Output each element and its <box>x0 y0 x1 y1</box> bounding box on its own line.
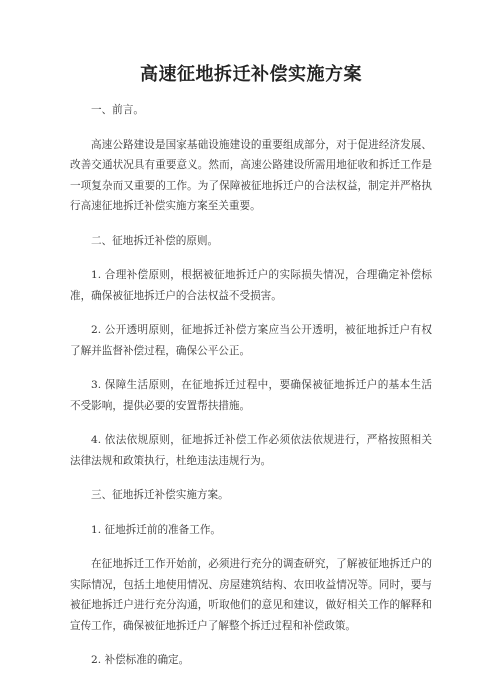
paragraph-principle-3: 3. 保障生活原则，在征地拆迁过程中，要确保被征地拆迁户的基本生活不受影响，提供必要的安置帮扶措施。 <box>70 379 432 412</box>
document-title: 高速征地拆迁补偿实施方案 <box>140 64 362 85</box>
section-heading-principles: 二、征地拆迁补偿的原则。 <box>91 234 219 247</box>
paragraph-principle-1: 1. 合理补偿原则，根据被征地拆迁户的实际损失情况，合理确定补偿标准，确保被征地拆迁户的合法权益不受损害。 <box>70 269 432 302</box>
section-heading-plan: 三、征地拆迁补偿实施方案。 <box>91 489 229 501</box>
subheading-standard: 2. 补偿标准的确定。 <box>91 654 190 666</box>
paragraph-principle-4: 4. 依法依规原则，征地拆迁补偿工作必须依法依规进行，严格按照相关法律法规和政策执行，杜绝违法违规行为。 <box>70 434 432 467</box>
subheading-preparation: 1. 征地拆迁前的准备工作。 <box>91 523 222 536</box>
section-heading-intro: 一、前言。 <box>91 104 144 116</box>
paragraph-principle-2: 2. 公开透明原则，征地拆迁补偿方案应当公开透明，被征地拆迁户有权了解并监督补偿过程，确保公平公正。 <box>70 324 432 357</box>
paragraph-intro: 高速公路建设是国家基础设施建设的重要组成部分，对于促进经济发展、改善交通状况具有重要意义。然而，高速公路建设所需用地征收和拆迁工作是一项复杂而又重要的工作。为了保障被征地拆迁户的合法权益，制定并严格执行高速征地拆迁补偿实施方案至关重要。 <box>70 138 432 212</box>
paragraph-preparation: 在征地拆迁工作开始前，必须进行充分的调查研究，了解被征地拆迁户的实际情况，包括土地使用情况、房屋建筑结构、农田收益情况等。同时，要与被征地拆迁户进行充分沟通，听取他们的意见和建议，做好相关工作的解释和宣传工作，确保被征地拆迁户了解整个拆迁过程和补偿政策。 <box>70 558 432 632</box>
document-body <box>70 100 432 685</box>
